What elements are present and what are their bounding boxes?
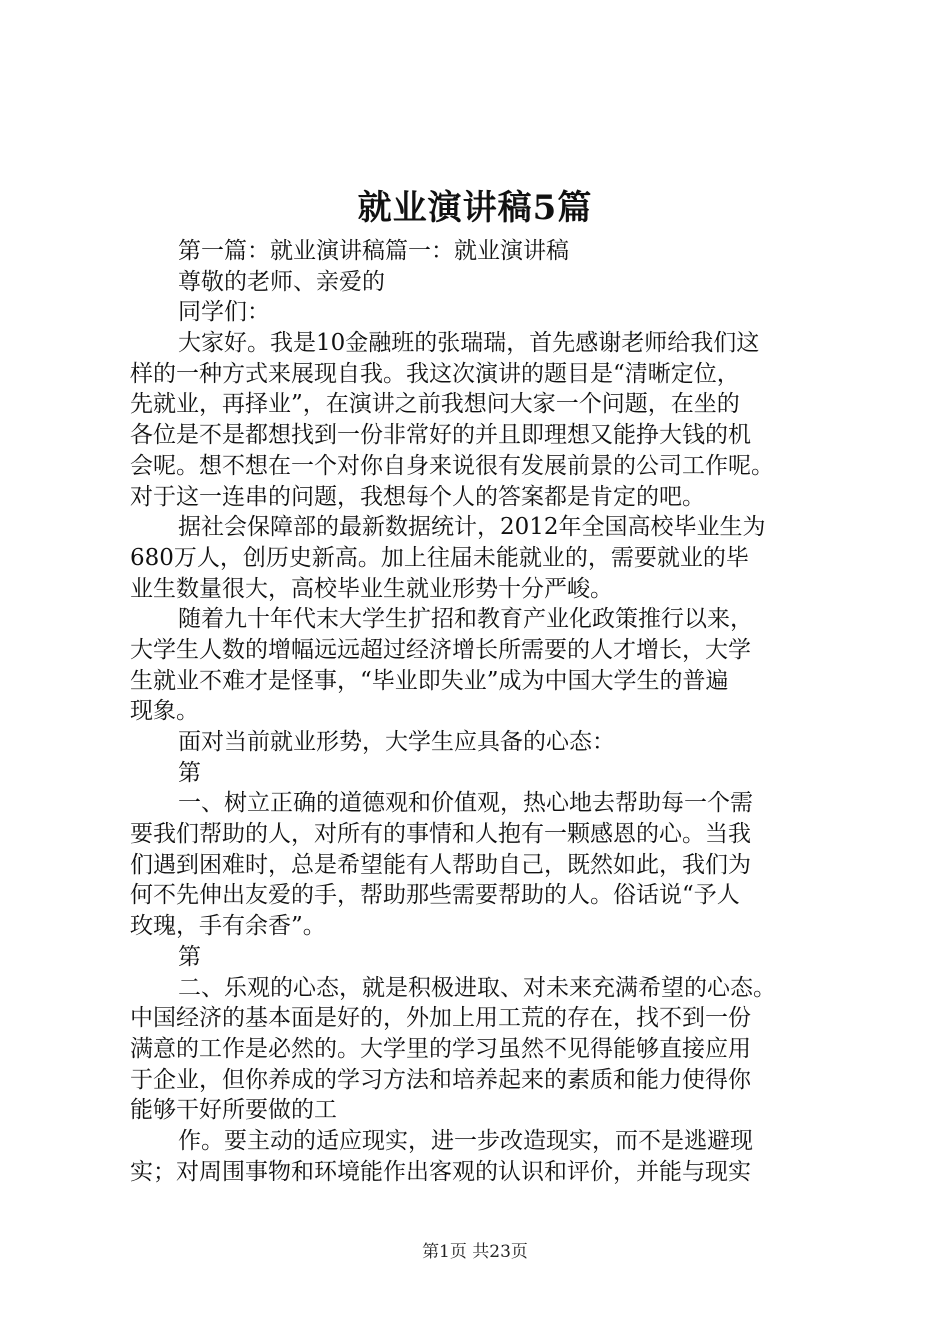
body-line: 面对当前就业形势，大学生应具备的心态：	[178, 729, 615, 755]
body-line: 大学生人数的增幅远远超过经济增长所需要的人才增长，大学	[130, 636, 751, 663]
body-line: 样的一种方式来展现自我。我这次演讲的题目是“清晰定位，	[130, 360, 740, 387]
body-line: 据社会保障部的最新数据统计，2012年全国高校毕业生为	[178, 514, 766, 541]
body-line: 现象。	[130, 698, 199, 725]
body-line: 尊敬的老师、亲爱的	[178, 268, 385, 295]
body-line: 业生数量很大，高校毕业生就业形势十分严峻。	[130, 575, 613, 602]
body-line: 第	[178, 943, 201, 970]
body-line: 玫瑰，手有余香”。	[130, 913, 326, 940]
body-line: 要我们帮助的人，对所有的事情和人抱有一颗感恩的心。当我	[130, 821, 751, 848]
body-line: 一、树立正确的道德观和价值观，热心地去帮助每一个需	[178, 790, 753, 817]
body-line: 随着九十年代末大学生扩招和教育产业化政策推行以来，	[178, 606, 753, 633]
body-line: 大家好。我是10金融班的张瑞瑞，首先感谢老师给我们这	[178, 330, 760, 357]
body-line: 何不先伸出友爱的手，帮助那些需要帮助的人。俗话说“予人	[130, 882, 740, 909]
body-line: 第一篇：就业演讲稿篇一：就业演讲稿	[178, 238, 569, 264]
body-line: 680万人，创历史新高。加上往届未能就业的，需要就业的毕	[130, 544, 749, 571]
body-line: 二、乐观的心态，就是积极进取、对未来充满希望的心态。	[178, 974, 776, 1001]
body-line: 作。要主动的适应现实，进一步改造现实，而不是逃避现	[178, 1127, 753, 1154]
document-title: 就业演讲稿5篇	[357, 188, 593, 228]
body-line: 同学们：	[178, 299, 270, 326]
body-line: 生就业不难才是怪事，“毕业即失业”成为中国大学生的普遍	[130, 667, 729, 694]
body-line: 中国经济的基本面是好的，外加上用工荒的存在，找不到一份	[130, 1005, 751, 1032]
body-line: 对于这一连串的问题，我想每个人的答案都是肯定的吧。	[130, 483, 705, 510]
body-line: 各位是不是都想找到一份非常好的并且即理想又能挣大钱的机	[130, 422, 751, 449]
body-line: 能够干好所要做的工	[130, 1097, 337, 1124]
body-line: 们遇到困难时，总是希望能有人帮助自己，既然如此，我们为	[130, 851, 751, 878]
body-line: 会呢。想不想在一个对你自身来说很有发展前景的公司工作呢。	[130, 452, 774, 479]
page-footer: 第1页 共23页	[422, 1242, 528, 1262]
body-line: 先就业，再择业”，在演讲之前我想问大家一个问题，在坐的	[130, 391, 740, 418]
body-line: 第	[178, 759, 201, 786]
body-line: 于企业，但你养成的学习方法和培养起来的素质和能力使得你	[130, 1066, 751, 1093]
document-body	[130, 236, 830, 1187]
body-line: 满意的工作是必然的。大学里的学习虽然不见得能够直接应用	[130, 1035, 751, 1062]
body-line: 实；对周围事物和环境能作出客观的认识和评价，并能与现实	[130, 1158, 751, 1185]
